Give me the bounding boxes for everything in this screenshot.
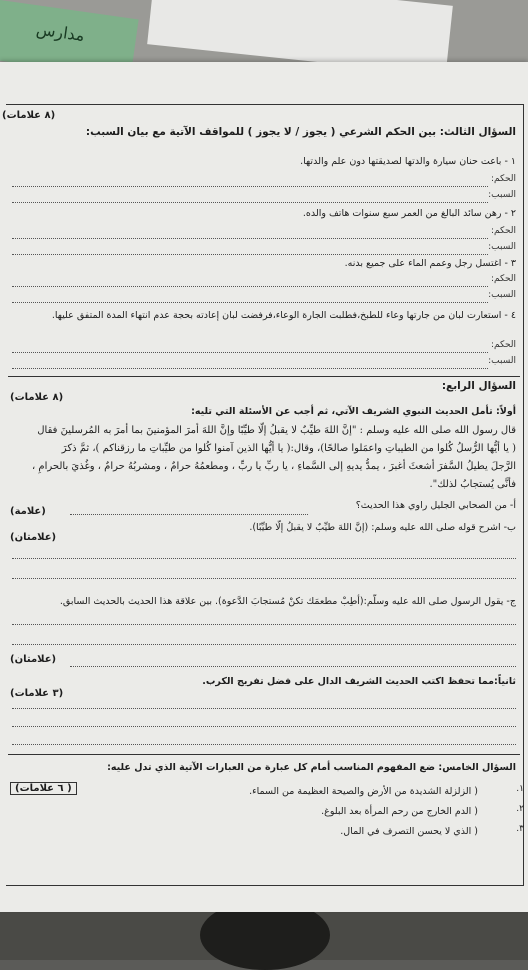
q4-marks: (٨ علامات): [10, 392, 64, 403]
q4-title: السؤال الرابع:: [441, 380, 516, 392]
q3-title: السؤال الثالث: بين الحكم الشرعي ( يجوز / لا يجوز ) للمواقف الآتية مع بيان السبب:: [85, 126, 516, 138]
q5-marks: ( ٦ علامات): [10, 782, 77, 795]
section-divider: [8, 376, 520, 377]
q3-item-2: ٢ - رهن سائد البالغ من العمر سبع سنوات هاتف والده.: [302, 208, 516, 219]
answer-line[interactable]: [12, 238, 488, 239]
q4-b-marks: (علامتان): [10, 532, 57, 543]
q5-title: السؤال الخامس: ضع المفهوم المناسب أمام كل عبارة من العبارات الآتية الذي تدل عليه:: [107, 762, 516, 773]
q5-item-3: ( الذي لا يحسن التصرف في المال.: [340, 826, 478, 837]
q4-c-marks: (علامتان): [10, 654, 57, 665]
q3-item-3-reason: السبب:: [488, 290, 516, 300]
answer-line[interactable]: [12, 644, 516, 645]
q3-item-1: ١ - باعت حنان سيارة والدتها لصديقتها دون علم والدتها.: [300, 156, 516, 167]
hadith-line-2: ( يا أيُّها الرُّسلُ كُلوا من الطيباتِ واعمَلوا صالحًا)، وقال:( يا أيُّها الذين آمنوا كُلوا من طيِّباتِ ما رزقناكم )، ثمَّ ذكرَ: [61, 443, 516, 454]
answer-line[interactable]: [12, 202, 488, 203]
hadith-line-3: الرَّجلَ يطيلُ السَّفرَ أشعثَ أغبرَ ، يمدُّ يديهِ إلى السَّماءِ ، يا ربِّ يا ربِّ ، ومطعمُهُ حرامٌ ، ومشربُهُ حرامٌ ، وغُذيَ بالحرامِ ،: [32, 461, 516, 472]
q4-a-marks: (علامة): [10, 506, 46, 517]
q3-item-2-reason: السبب:: [488, 242, 516, 252]
answer-line[interactable]: [12, 624, 516, 625]
q4-a: أ- من الصحابي الجليل راوي هذا الحديث؟: [355, 500, 516, 511]
answer-line[interactable]: [12, 578, 516, 579]
answer-line[interactable]: [12, 286, 488, 287]
hadith-line-4: فأنَّى يُستجابُ لذلك".: [429, 479, 516, 490]
answer-line[interactable]: [70, 666, 516, 667]
answer-line[interactable]: [12, 302, 488, 303]
answer-line[interactable]: [70, 514, 308, 515]
q4-second-marks: (٣ علامات): [10, 688, 64, 699]
green-note-text: مدارس: [35, 19, 86, 46]
q3-item-2-ruling: الحكم:: [490, 226, 516, 236]
answer-line[interactable]: [12, 186, 488, 187]
section-divider: [8, 754, 520, 755]
answer-line[interactable]: [12, 352, 488, 353]
answer-line[interactable]: [12, 708, 516, 709]
answer-line[interactable]: [12, 368, 488, 369]
q5-item-3-num: ٣.: [516, 824, 524, 834]
q4-intro: أولاً: تأمل الحديث النبوي الشريف الآتي، ثم أجب عن الأسئلة التي تليه:: [191, 406, 516, 417]
q5-item-2-num: ٢.: [516, 804, 524, 814]
q5-item-1-num: ١.: [516, 784, 524, 794]
q3-item-1-ruling: الحكم:: [490, 174, 516, 184]
answer-line[interactable]: [12, 744, 516, 745]
q5-item-2: ( الدم الخارج من رحم المرأة بعد البلوغ.: [321, 806, 478, 817]
q5-item-1: ( الزلزلة الشديدة من الأرض والصيحة العظيمة من السماء.: [249, 786, 478, 797]
q3-item-1-reason: السبب:: [488, 190, 516, 200]
q3-item-3: ٣ - اغتسل رجل وعمم الماء على جميع بدنه.: [344, 258, 516, 269]
q3-item-4-ruling: الحكم:: [490, 340, 516, 350]
hadith-line-1: قال رسول الله صلى الله عليه وسلم : "إنَّ اللهَ طيِّبٌ لا يقبلُ إلّا طيِّبًا وإنَّ اللهَ أمرَ المؤمنينَ بما أمرَ به المُرسلينَ فقال: [37, 425, 516, 436]
q4-b: ب- اشرح قوله صلى الله عليه وسلم: (إنَّ اللهَ طيِّبٌ لا يقبلُ إلّا طيِّبًا).: [249, 522, 516, 533]
answer-line[interactable]: [12, 726, 516, 727]
q3-item-3-ruling: الحكم:: [490, 274, 516, 284]
q3-item-4: ٤ - استعارت لبان من جارتها وعاء للطبخ،فطلبت الجارة الوعاء،فرفضت لبان إعادته بحجة عدم انتهاء المدة المتفق عليها.: [51, 310, 516, 321]
q4-c: ج- يقول الرسول صلى الله عليه وسلّم:(أطِبْ مطعمَك تكنْ مُستجابَ الدَّعوة). بين علاقة هذا الحديث بالحديث السابق.: [59, 596, 516, 607]
exam-page: [0, 62, 528, 912]
q3-marks: (٨ علامات): [2, 110, 56, 121]
q4-second: ثانياً:مما تحفظ اكتب الحديث الشريف الدال على فضل تفريج الكرب.: [202, 676, 516, 687]
q3-item-4-reason: السبب:: [488, 356, 516, 366]
answer-line[interactable]: [12, 558, 516, 559]
answer-line[interactable]: [12, 254, 488, 255]
